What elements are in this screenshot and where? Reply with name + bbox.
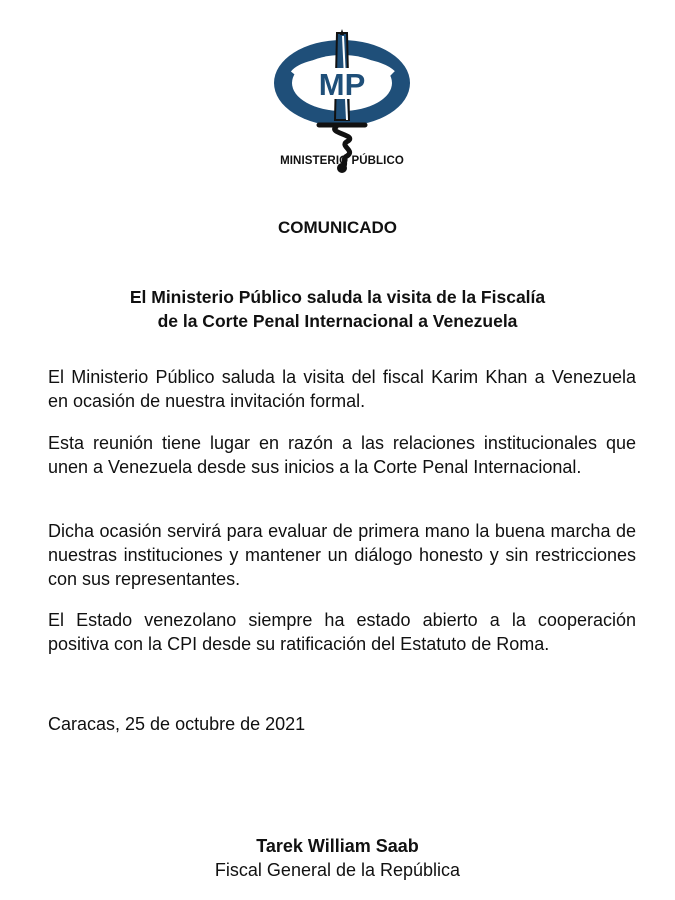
- logo-letters: MP: [318, 67, 366, 102]
- signatory-title: Fiscal General de la República: [214, 860, 461, 880]
- ministerio-publico-logo: [263, 27, 421, 173]
- document-headline: [0, 285, 675, 333]
- body-paragraph-1: El Ministerio Público saluda la visita del fiscal Karim Khan a Venezuela en ocasión de nuestra invitación formal.: [48, 367, 636, 411]
- headline-line-1: El Ministerio Público saluda la visita de la Fiscalía: [129, 287, 546, 307]
- date-line: Caracas, 25 de octubre de 2021: [48, 714, 306, 734]
- body-paragraph-4: El Estado venezolano siempre ha estado abierto a la cooperación positiva con la CPI desde su ratificación del Estatuto de Roma.: [48, 610, 636, 654]
- body-paragraph-3: Dicha ocasión servirá para evaluar de primera mano la buena marcha de nuestras instituciones y mantener un diálogo honesto y sin restricciones con sus representantes.: [48, 521, 636, 589]
- headline-line-2: de la Corte Penal Internacional a Venezuela: [157, 311, 518, 331]
- document-heading: COMUNICADO: [278, 218, 397, 237]
- body-paragraph-2: Esta reunión tiene lugar en razón a las relaciones institucionales que unen a Venezuela desde sus inicios a la Corte Penal Internacional.: [48, 433, 636, 477]
- signatory-name: Tarek William Saab: [256, 836, 419, 856]
- sword-emblem-icon: [263, 27, 421, 173]
- logo-caption: MINISTERIO PÚBLICO: [280, 155, 404, 167]
